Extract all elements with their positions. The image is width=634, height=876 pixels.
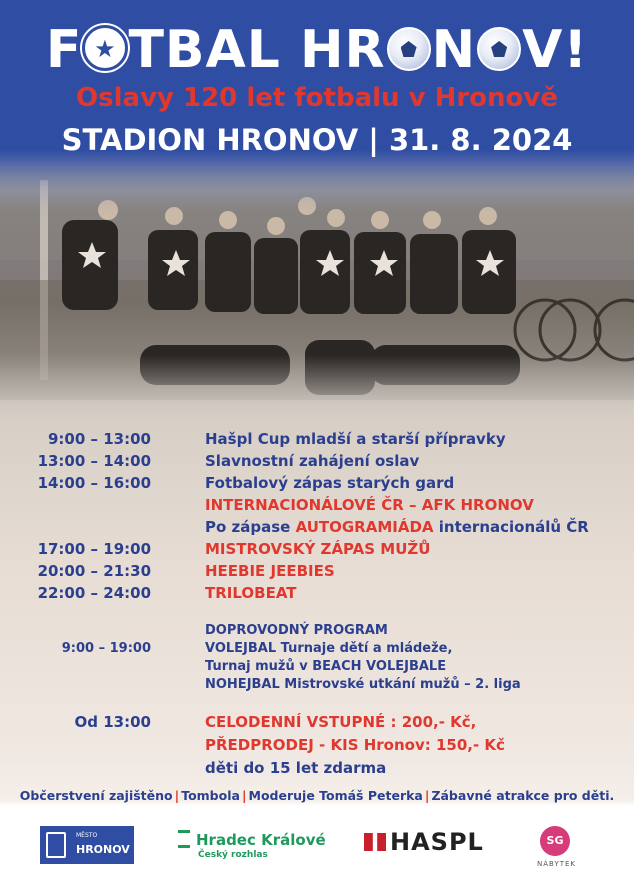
schedule-row	[0, 538, 634, 560]
program-line: Turnaj mužů v BEACH VOLEJBALE	[205, 659, 447, 674]
tickets-row	[0, 711, 634, 733]
footer-info	[0, 788, 634, 803]
mesto-label: HRONOV	[76, 843, 130, 856]
football-icon	[477, 27, 521, 71]
schedule-desc	[205, 516, 589, 538]
schedule-desc-highlight: HEEBIE JEEBIES	[205, 562, 335, 580]
tickets-time: Od 13:00	[74, 713, 151, 731]
mesto-hronov-logo	[40, 826, 134, 864]
footer-separator: |	[424, 788, 430, 803]
schedule-row	[0, 472, 634, 494]
schedule-desc-part: Po zápase	[205, 518, 296, 536]
tickets-presale: PŘEDPRODEJ - KIS Hronov: 150,- Kč	[205, 736, 505, 754]
footer-item: Tombola	[181, 788, 240, 803]
footer-item: Zábavné atrakce pro děti.	[431, 788, 615, 803]
schedule-time: 14:00 – 16:00	[37, 474, 151, 492]
cro-hradec-logo	[178, 830, 326, 860]
footer-item: Občerstvení zajištěno	[19, 788, 173, 803]
subtitle: Oslavy 120 let fotbalu v Hronově	[76, 83, 558, 113]
schedule-desc: Hašpl Cup mladší a starší přípravky	[205, 430, 506, 448]
haspl-mark-icon	[364, 833, 386, 851]
schedule-time: 20:00 – 21:30	[37, 562, 151, 580]
program-row	[0, 674, 634, 696]
team-photo-illustration	[0, 160, 634, 420]
schedule-row	[0, 450, 634, 472]
town-crest-icon	[46, 832, 66, 858]
schedule-desc-part: internacionálů ČR	[433, 518, 589, 536]
schedule-row	[0, 560, 634, 582]
haspl-logo	[364, 828, 484, 856]
schedule-time: 22:00 – 24:00	[37, 584, 151, 602]
schedule-desc: Fotbalový zápas starých gard	[205, 474, 455, 492]
sg-sub-label: NÁBYTEK	[537, 860, 577, 868]
title-text: F	[45, 20, 83, 80]
sg-nabytek-logo: SG	[540, 826, 570, 856]
title-text: N	[431, 20, 477, 80]
program-time: 9:00 – 19:00	[61, 641, 151, 656]
sponsor-logos	[0, 818, 634, 876]
schedule-time: 17:00 – 19:00	[37, 540, 151, 558]
program-line: VOLEJBAL Turnaje dětí a mládeže,	[205, 641, 453, 656]
schedule-row	[0, 494, 634, 516]
schedule-desc-highlight: MISTROVSKÝ ZÁPAS MUŽŮ	[205, 540, 431, 558]
team-photo	[0, 160, 634, 420]
schedule-row	[0, 582, 634, 604]
footer-item: Moderuje Tomáš Peterka	[248, 788, 423, 803]
schedule-row	[0, 428, 634, 450]
program-line: NOHEJBAL Mistrovské utkání mužů – 2. liga	[205, 677, 521, 692]
mesto-small-label: MĚSTO	[76, 832, 98, 839]
schedule-desc-highlight: INTERNACIONÁLOVÉ ČR – AFK HRONOV	[205, 496, 534, 514]
football-icon	[387, 27, 431, 71]
radio-icon	[178, 830, 190, 848]
venue-date: STADION HRONOV | 31. 8. 2024	[61, 123, 573, 157]
tickets-price: CELODENNÍ VSTUPNÉ : 200,- Kč,	[205, 713, 477, 731]
page-title	[0, 22, 634, 78]
schedule-desc-highlight: AUTOGRAMIÁDA	[295, 518, 434, 536]
title-text: TBAL HR	[128, 20, 386, 80]
schedule-desc-highlight: TRILOBEAT	[205, 584, 297, 602]
schedule-time: 13:00 – 14:00	[37, 452, 151, 470]
program-heading: DOPROVODNÝ PROGRAM	[205, 623, 388, 638]
footer-separator: |	[241, 788, 247, 803]
footer-separator: |	[174, 788, 180, 803]
haspl-label: HASPL	[390, 828, 484, 856]
hk-sub-label: Český rozhlas	[198, 850, 268, 860]
tickets-row	[0, 757, 634, 779]
title-text: V!	[522, 20, 589, 80]
tickets-row	[0, 734, 634, 756]
afk-hronov-logo-icon	[82, 25, 128, 71]
schedule-time: 9:00 – 13:00	[47, 430, 151, 448]
hk-label: Hradec Králové	[196, 831, 326, 849]
schedule-desc: Slavnostní zahájení oslav	[205, 452, 420, 470]
tickets-children: děti do 15 let zdarma	[205, 759, 387, 777]
schedule-row	[0, 516, 634, 538]
